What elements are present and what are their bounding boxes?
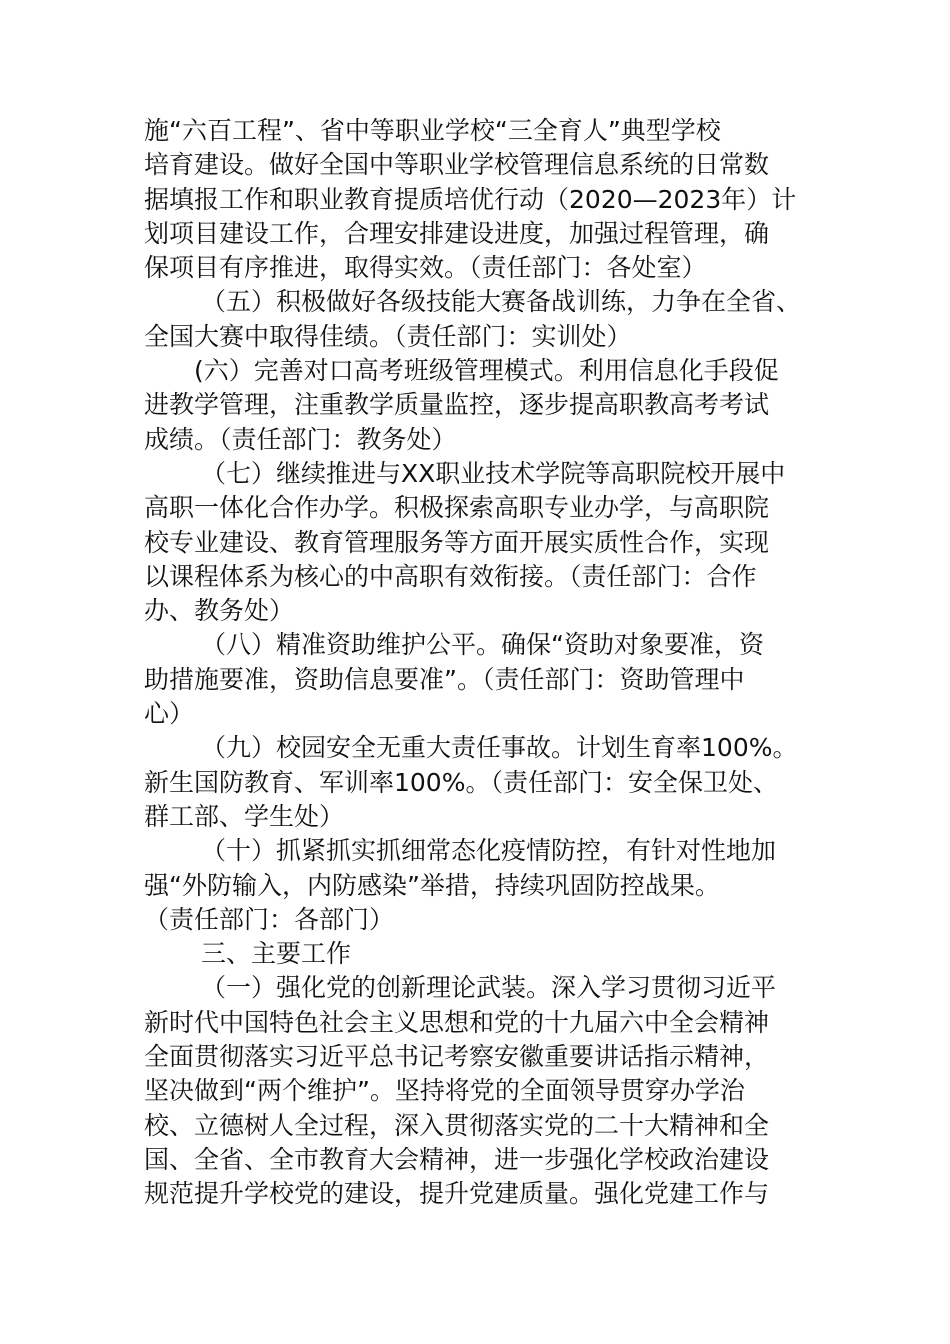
text-line: 群工部、学生处） — [144, 801, 345, 831]
document-body — [144, 114, 824, 1212]
text-line: 划项目建设工作，合理安排建设进度，加强过程管理，确 — [144, 218, 770, 248]
text-line: 全面贯彻落实习近平总书记考察安徽重要讲话指示精神， — [144, 1042, 770, 1072]
paragraph-8-start: （八）精准资助维护公平。确保“资助对象要准，资 — [201, 630, 764, 660]
text-line: 助措施要准，资助信息要准”。（责任部门：资助管理中 — [144, 664, 745, 694]
paragraph-5-start: （五）积极做好各级技能大赛备战训练，力争在全省、 — [201, 287, 802, 317]
text-line: 校专业建设、教育管理服务等方面开展实质性合作，实现 — [144, 527, 770, 557]
text-line: 成绩。（责任部门：教务处） — [144, 424, 457, 454]
paragraph-6-start: (六）完善对口高考班级管理模式。利用信息化手段促 — [194, 356, 779, 386]
text-line: 心） — [144, 699, 195, 729]
paragraph-1-start: （一）强化党的创新理论武装。深入学习贯彻习近平 — [201, 973, 777, 1003]
paragraph-7-start: （七）继续推进与XX职业技术学院等高职院校开展中 — [201, 458, 786, 488]
text-line: （责任部门：各部门） — [144, 904, 395, 934]
text-line: 高职一体化合作办学。积极探索高职专业办学，与高职院 — [144, 493, 770, 523]
text-line: 全国大赛中取得佳绩。（责任部门：实训处） — [144, 321, 632, 351]
text-line: 据填报工作和职业教育提质培优行动（2020—2023年）计 — [144, 184, 797, 214]
section-heading: 三、主要工作 — [201, 939, 352, 969]
text-line: 新时代中国特色社会主义思想和党的十九届六中全会精神 — [144, 1007, 770, 1037]
text-line: 强“外防输入，内防感染”举措，持续巩固防控战果。 — [144, 870, 720, 900]
text-line: 新生国防教育、军训率100%。（责任部门：安全保卫处、 — [144, 767, 778, 797]
text-line: 国、全省、全市教育大会精神，进一步强化学校政治建设 — [144, 1144, 770, 1174]
text-line: 办、教务处） — [144, 596, 295, 626]
text-line: 进教学管理，注重教学质量监控，逐步提高职教高考考试 — [144, 390, 770, 420]
text-line: 保项目有序推进，取得实效。（责任部门：各处室） — [144, 253, 707, 283]
text-line: 校、立德树人全过程，深入贯彻落实党的二十大精神和全 — [144, 1110, 770, 1140]
text-line: 坚决做到“两个维护”。坚持将党的全面领导贯穿办学治 — [144, 1076, 745, 1106]
text-line: 培育建设。做好全国中等职业学校管理信息系统的日常数 — [144, 150, 770, 180]
text-line: 施“六百工程”、省中等职业学校“三全育人”典型学校 — [144, 116, 721, 145]
paragraph-9-start: （九）校园安全无重大责任事故。计划生育率100%。 — [201, 733, 798, 763]
text-line: 以课程体系为核心的中高职有效衔接。（责任部门：合作 — [144, 561, 757, 591]
paragraph-10-start: （十）抓紧抓实抓细常态化疫情防控，有针对性地加 — [201, 836, 777, 866]
text-line: 规范提升学校党的建设，提升党建质量。强化党建工作与 — [144, 1179, 770, 1209]
